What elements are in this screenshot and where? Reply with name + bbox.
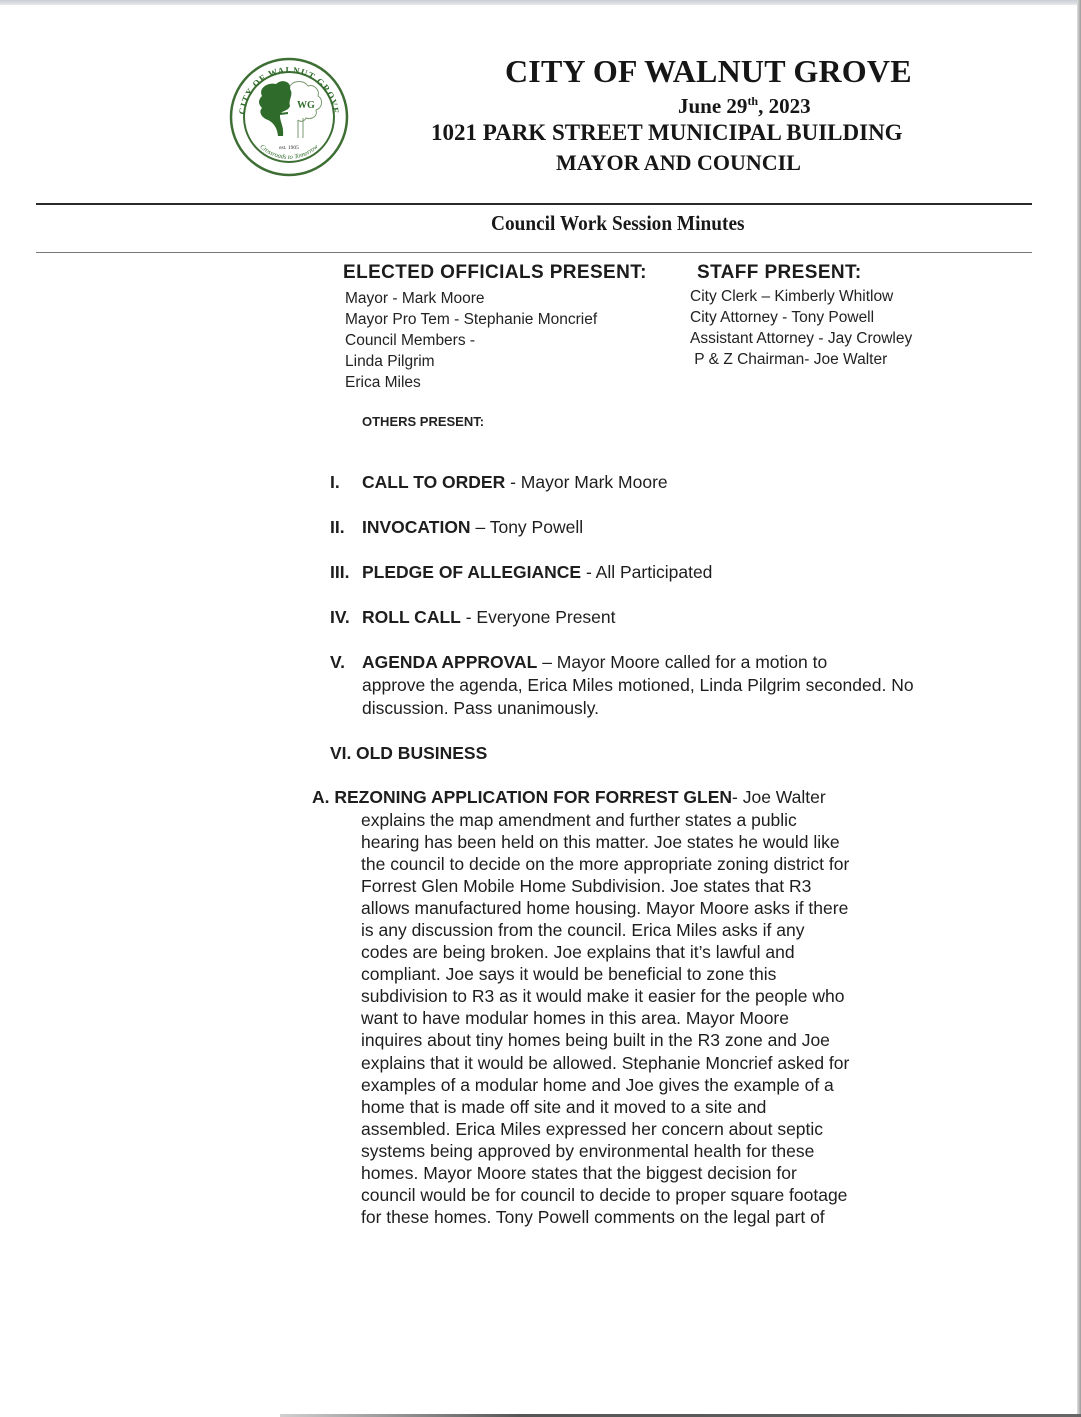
item-text: - Mayor Mark Moore xyxy=(505,472,668,492)
staff-list xyxy=(690,286,912,370)
item-label: REZONING APPLICATION FOR FORREST GLEN xyxy=(334,787,733,807)
paragraph-line: hearing has been held on this matter. Joe states he would like xyxy=(361,832,840,853)
old-business-paragraph xyxy=(361,809,921,1228)
seal-ring-text: CITY OF WALNUT GROVE xyxy=(236,64,342,115)
subtitle-divider xyxy=(36,252,1032,253)
attendee: City Clerk – Kimberly Whitlow xyxy=(690,288,894,305)
paragraph-line: systems being approved by environmental health for these xyxy=(361,1140,815,1161)
paragraph-line: the council to decide on the more appropriate zoning district for xyxy=(361,854,850,875)
item-text: - All Participated xyxy=(581,562,713,582)
attendee: Mayor - Mark Moore xyxy=(345,290,485,307)
item-label: OLD BUSINESS xyxy=(356,743,488,763)
agenda-item xyxy=(330,472,668,493)
paragraph-line: subdivision to R3 as it would make it easier for the people who xyxy=(361,986,845,1007)
header-divider xyxy=(36,203,1032,205)
item-label: ROLL CALL xyxy=(362,607,461,627)
governing-body: MAYOR AND COUNCIL xyxy=(556,150,801,175)
paragraph-line: is any discussion from the council. Erica Miles asks if any xyxy=(361,920,805,941)
meeting-address: 1021 PARK STREET MUNICIPAL BUILDING xyxy=(431,120,903,145)
paragraph-line: want to have modular homes in this area. Mayor Moore xyxy=(361,1008,789,1029)
item-number: V. xyxy=(330,652,345,672)
document-title: Council Work Session Minutes xyxy=(491,211,745,235)
paragraph-line: assembled. Erica Miles expressed her concern about septic xyxy=(361,1118,824,1139)
attendee: Erica Miles xyxy=(345,374,421,391)
item-intro: - Joe Walter xyxy=(732,787,826,807)
others-present-heading: OTHERS PRESENT: xyxy=(362,414,485,429)
item-number: IV. xyxy=(330,607,350,627)
scan-edge-right xyxy=(1077,0,1081,1417)
item-number: II. xyxy=(330,517,345,537)
paragraph-line: codes are being broken. Joe explains that it’s lawful and xyxy=(361,942,795,963)
agenda-item xyxy=(330,743,487,764)
paragraph-line: council would be for council to decide to proper square footage xyxy=(361,1184,848,1205)
date-day: June 29 xyxy=(678,94,748,118)
elected-officials-heading: ELECTED OFFICIALS PRESENT: xyxy=(343,262,647,283)
item-number: VI. xyxy=(330,743,352,763)
meeting-date xyxy=(678,94,811,119)
seal-established: est. 1905 xyxy=(279,145,299,151)
date-year: , 2023 xyxy=(758,94,811,118)
item-number: I. xyxy=(330,472,340,492)
seal-motto: Crossroads to Tomorrow xyxy=(258,143,320,161)
item-label: INVOCATION xyxy=(362,517,471,537)
paragraph-line: allows manufactured home housing. Mayor Moore asks if there xyxy=(361,898,849,919)
paragraph-line: home that is made off site and it moved to a site and xyxy=(361,1096,767,1117)
item-text: - Everyone Present xyxy=(460,607,616,627)
date-suffix: th xyxy=(747,94,759,108)
seal-monogram: WG xyxy=(297,100,315,111)
item-label: PLEDGE OF ALLEGIANCE xyxy=(362,562,582,582)
paragraph-line: examples of a modular home and Joe gives the example of a xyxy=(361,1074,834,1095)
paragraph-line: compliant. Joe says it would be beneficial to zone this xyxy=(361,964,777,985)
paragraph-line: inquires about tiny homes being built in the R3 zone and Joe xyxy=(361,1030,830,1051)
item-text-continued: approve the agenda, Erica Miles motioned, Linda Pilgrim seconded. No discussion. Pass unanimously. xyxy=(362,675,914,718)
agenda-item xyxy=(330,651,922,720)
city-seal-logo xyxy=(228,56,350,178)
attendee: Assistant Attorney - Jay Crowley xyxy=(690,330,913,347)
item-text: – Mayor Moore called for a motion to xyxy=(537,652,828,672)
attendee: Mayor Pro Tem - Stephanie Moncrief xyxy=(345,311,598,328)
old-business-item xyxy=(312,787,826,808)
city-title: CITY OF WALNUT GROVE xyxy=(505,53,912,89)
item-number: A. xyxy=(312,787,330,807)
elected-officials-list xyxy=(345,288,597,393)
agenda-item xyxy=(330,607,616,628)
agenda-item xyxy=(330,517,583,538)
paragraph-line: Forrest Glen Mobile Home Subdivision. Joe states that R3 xyxy=(361,876,812,897)
attendee: City Attorney - Tony Powell xyxy=(690,309,875,326)
item-label: AGENDA APPROVAL xyxy=(362,652,538,672)
item-label: CALL TO ORDER xyxy=(362,472,506,492)
agenda-item xyxy=(330,562,712,583)
attendee: Linda Pilgrim xyxy=(345,353,435,370)
scan-edge-top xyxy=(0,0,1081,5)
staff-heading: STAFF PRESENT: xyxy=(697,262,862,283)
paragraph-line: homes. Mayor Moore states that the biggest decision for xyxy=(361,1162,797,1183)
paragraph-line: for these homes. Tony Powell comments on the legal part of xyxy=(361,1206,825,1227)
paragraph-line: explains that it would be allowed. Stephanie Moncrief asked for xyxy=(361,1052,850,1073)
paragraph-line: explains the map amendment and further states a public xyxy=(361,810,797,830)
item-number: III. xyxy=(330,562,350,582)
attendee: P & Z Chairman- Joe Walter xyxy=(690,351,888,368)
item-text: – Tony Powell xyxy=(470,517,584,537)
attendee: Council Members - xyxy=(345,332,476,349)
